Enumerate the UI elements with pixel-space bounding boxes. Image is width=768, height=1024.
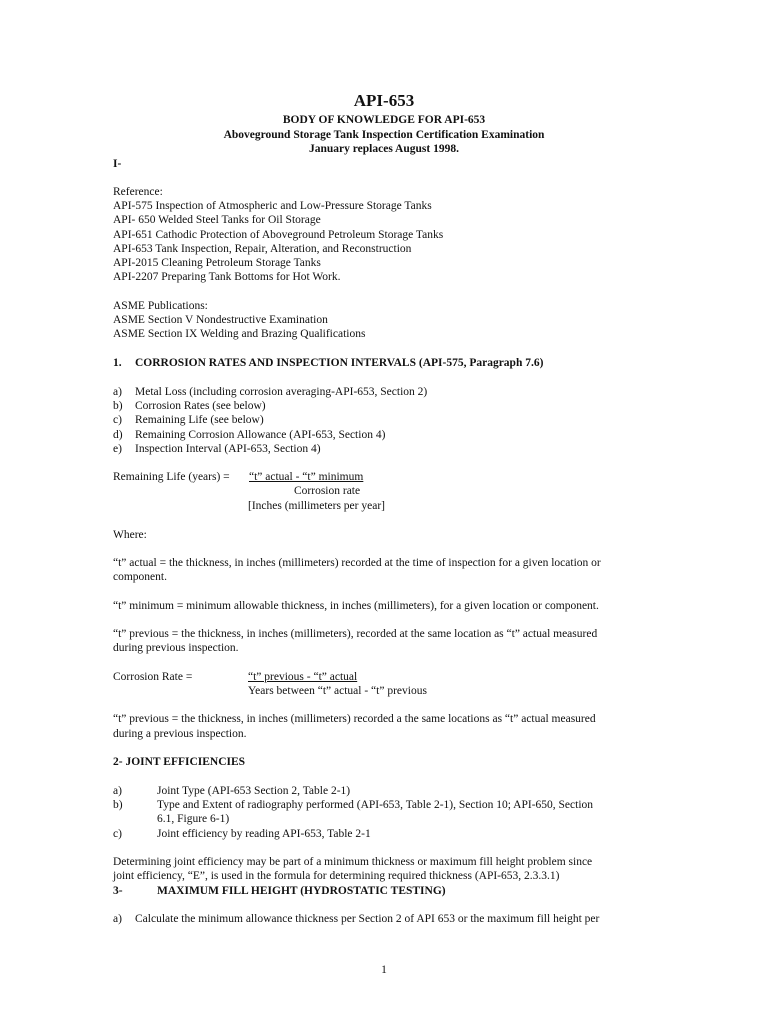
section-3-number: 3- [113,885,123,897]
section-1-heading: CORROSION RATES AND INSPECTION INTERVALS (API-575, Paragraph 7.6) [135,357,544,369]
asme-heading: ASME Publications: [113,300,208,312]
list-item: Joint efficiency by reading API-653, Table 2-1 [157,828,371,840]
definition-previous: “t” previous = the thickness, in inches (millimeters), recorded at the same location as “t” actual measured [113,628,598,640]
reference-item: API-2015 Cleaning Petroleum Storage Tanks [113,257,321,269]
list-item: Inspection Interval (API-653, Section 4) [135,443,321,455]
document-subtitle-1: BODY OF KNOWLEDGE FOR API-653 [282,114,486,126]
definition-previous-2-cont: during a previous inspection. [113,728,247,740]
list-item: Calculate the minimum allowance thickness per Section 2 of API 653 or the maximum fill height per [135,913,600,925]
definition-actual-cont: component. [113,571,167,583]
where-label: Where: [113,529,147,541]
document-subtitle-2: Aboveground Storage Tank Inspection Certification Examination [223,129,545,141]
list-marker: a) [113,913,122,925]
reference-item: API-575 Inspection of Atmospheric and Low-Pressure Storage Tanks [113,200,432,212]
remaining-life-units: [Inches (millimeters per year] [248,500,385,512]
remaining-life-numerator: “t” actual - “t” minimum [249,471,364,483]
list-item: Remaining Corrosion Allowance (API-653, Section 4) [135,429,386,441]
list-marker: e) [113,443,122,455]
reference-item: API-653 Tank Inspection, Repair, Alteration, and Reconstruction [113,243,412,255]
definition-previous-cont: during previous inspection. [113,642,239,654]
list-item: Remaining Life (see below) [135,414,264,426]
section-3-heading: MAXIMUM FILL HEIGHT (HYDROSTATIC TESTING) [157,885,446,897]
list-item: Joint Type (API-653 Section 2, Table 2-1) [157,785,351,797]
corrosion-rate-numerator: “t” previous - “t” actual [248,671,358,683]
list-marker: c) [113,828,122,840]
list-marker: c) [113,414,122,426]
list-marker: b) [113,400,123,412]
reference-item: API-2207 Preparing Tank Bottoms for Hot Work. [113,271,341,283]
reference-item: API- 650 Welded Steel Tanks for Oil Storage [113,214,321,226]
definition-minimum: “t” minimum = minimum allowable thickness, in inches (millimeters), for a given location or component. [113,600,599,612]
section-2-heading: 2- JOINT EFFICIENCIES [113,756,246,768]
asme-item: ASME Section V Nondestructive Examination [113,314,328,326]
references-heading: Reference: [113,186,163,198]
document-subtitle-3: January replaces August 1998. [309,143,459,155]
list-item: Type and Extent of radiography performed (API-653, Table 2-1), Section 10; API-650, Section [157,799,594,811]
definition-actual: “t” actual = the thickness, in inches (millimeters) recorded at the time of inspection for a given location or [113,557,601,569]
list-item: Corrosion Rates (see below) [135,400,266,412]
corrosion-rate-label: Corrosion Rate = [113,671,193,683]
list-marker: b) [113,799,123,811]
page-number: 1 [381,964,387,976]
section-1-number: 1. [113,357,122,369]
list-marker: a) [113,785,122,797]
definition-previous-2: “t” previous = the thickness, in inches (millimeters) recorded a the same locations as “t” actual measured [113,713,596,725]
joint-efficiency-paragraph: Determining joint efficiency may be part of a minimum thickness or maximum fill height problem since [113,856,593,868]
remaining-life-label: Remaining Life (years) = [113,471,230,483]
corrosion-rate-denominator: Years between “t” actual - “t” previous [248,685,427,697]
remaining-life-denominator: Corrosion rate [294,485,361,497]
asme-item: ASME Section IX Welding and Brazing Qualifications [113,328,366,340]
document-title: API-653 [353,91,415,110]
list-marker: d) [113,429,123,441]
reference-item: API-651 Cathodic Protection of Aboveground Petroleum Storage Tanks [113,229,444,241]
list-item-cont: 6.1, Figure 6-1) [157,813,230,825]
section-marker: I- [113,158,122,170]
list-marker: a) [113,386,122,398]
joint-efficiency-paragraph-cont: joint efficiency, “E”, is used in the formula for determining required thickness (API-653, 2.3.3.1) [113,870,560,882]
list-item: Metal Loss (including corrosion averaging-API-653, Section 2) [135,386,428,398]
